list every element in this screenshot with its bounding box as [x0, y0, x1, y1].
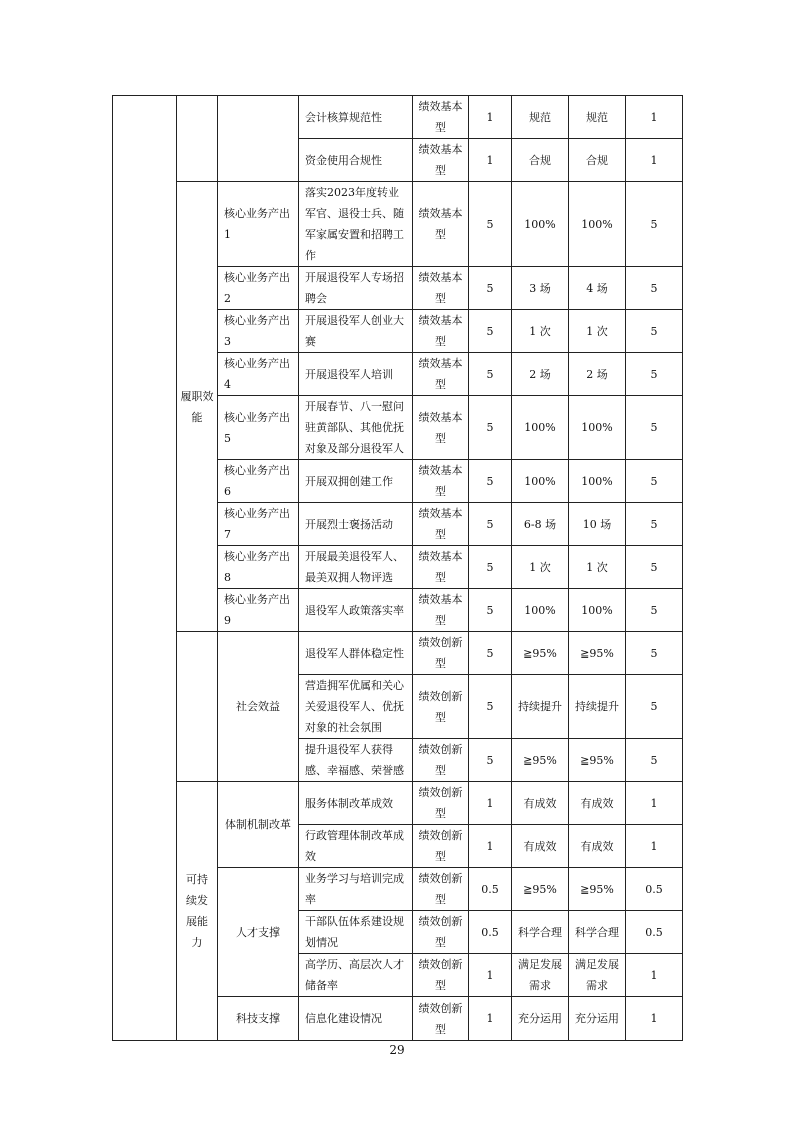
target-cell: 100%	[512, 460, 569, 503]
indicator-cell: 开展春节、八一慰问驻黄部队、其他优抚对象及部分退役军人	[299, 396, 413, 460]
level3-cell: 核心业务产出3	[218, 310, 299, 353]
score-cell: 1	[626, 96, 683, 139]
actual-cell: ≧95%	[569, 632, 626, 675]
score-cell: 5	[626, 546, 683, 589]
weight-cell: 1	[469, 96, 512, 139]
indicator-cell: 落实2023年度转业军官、退役士兵、随军家属安置和招聘工作	[299, 182, 413, 267]
table-row	[113, 182, 683, 267]
score-cell: 0.5	[626, 868, 683, 911]
target-cell: 6-8 场	[512, 503, 569, 546]
type-cell: 绩效基本型	[413, 267, 469, 310]
level3-cell-tizhi: 体制机制改革	[218, 782, 299, 868]
score-cell: 5	[626, 396, 683, 460]
score-cell: 5	[626, 267, 683, 310]
type-cell: 绩效基本型	[413, 182, 469, 267]
target-cell: 1 次	[512, 546, 569, 589]
performance-indicator-table	[112, 95, 683, 1041]
actual-cell: 规范	[569, 96, 626, 139]
level3-cell: 核心业务产出8	[218, 546, 299, 589]
score-cell: 5	[626, 310, 683, 353]
target-cell: ≧95%	[512, 632, 569, 675]
weight-cell: 5	[469, 632, 512, 675]
type-cell: 绩效创新型	[413, 825, 469, 868]
type-cell: 绩效基本型	[413, 589, 469, 632]
actual-cell: 100%	[569, 182, 626, 267]
weight-cell: 5	[469, 675, 512, 739]
indicator-cell: 营造拥军优属和关心关爱退役军人、优抚对象的社会氛围	[299, 675, 413, 739]
indicator-cell: 业务学习与培训完成率	[299, 868, 413, 911]
score-cell: 5	[626, 182, 683, 267]
target-cell: 满足发展需求	[512, 954, 569, 997]
score-cell: 5	[626, 739, 683, 782]
type-cell: 绩效创新型	[413, 632, 469, 675]
type-cell: 绩效创新型	[413, 782, 469, 825]
target-cell: 2 场	[512, 353, 569, 396]
actual-cell: 100%	[569, 589, 626, 632]
weight-cell: 5	[469, 353, 512, 396]
target-cell: 有成效	[512, 825, 569, 868]
type-cell: 绩效创新型	[413, 868, 469, 911]
target-cell: 有成效	[512, 782, 569, 825]
target-cell: 规范	[512, 96, 569, 139]
indicator-cell: 开展退役军人培训	[299, 353, 413, 396]
actual-cell: 100%	[569, 396, 626, 460]
indicator-cell: 服务体制改革成效	[299, 782, 413, 825]
target-cell: 充分运用	[512, 997, 569, 1041]
level2-cell	[177, 96, 218, 182]
target-cell: 100%	[512, 396, 569, 460]
indicator-cell: 退役军人群体稳定性	[299, 632, 413, 675]
score-cell: 1	[626, 782, 683, 825]
indicator-cell: 行政管理体制改革成效	[299, 825, 413, 868]
type-cell: 绩效基本型	[413, 96, 469, 139]
score-cell: 1	[626, 139, 683, 182]
actual-cell: 4 场	[569, 267, 626, 310]
target-cell: 合规	[512, 139, 569, 182]
weight-cell: 0.5	[469, 911, 512, 954]
score-cell: 5	[626, 632, 683, 675]
target-cell: ≧95%	[512, 868, 569, 911]
level3-cell: 核心业务产出1	[218, 182, 299, 267]
weight-cell: 5	[469, 546, 512, 589]
level3-cell-shehui: 社会效益	[218, 632, 299, 782]
indicator-cell: 提升退役军人获得感、幸福感、荣誉感	[299, 739, 413, 782]
indicator-cell: 高学历、高层次人才储备率	[299, 954, 413, 997]
indicator-cell: 信息化建设情况	[299, 997, 413, 1041]
type-cell: 绩效创新型	[413, 739, 469, 782]
table-row	[113, 96, 683, 139]
actual-cell: 科学合理	[569, 911, 626, 954]
actual-cell: 有成效	[569, 782, 626, 825]
score-cell: 1	[626, 954, 683, 997]
target-cell: 100%	[512, 182, 569, 267]
kechixu-label: 可持续发展能力	[185, 873, 208, 949]
score-cell: 5	[626, 503, 683, 546]
target-cell: 100%	[512, 589, 569, 632]
type-cell: 绩效基本型	[413, 353, 469, 396]
type-cell: 绩效基本型	[413, 503, 469, 546]
weight-cell: 5	[469, 396, 512, 460]
weight-cell: 1	[469, 954, 512, 997]
actual-cell: 2 场	[569, 353, 626, 396]
indicator-cell: 开展退役军人专场招聘会	[299, 267, 413, 310]
level3-cell: 核心业务产出9	[218, 589, 299, 632]
indicator-cell: 干部队伍体系建设规划情况	[299, 911, 413, 954]
actual-cell: 10 场	[569, 503, 626, 546]
level3-cell: 核心业务产出4	[218, 353, 299, 396]
weight-cell: 5	[469, 589, 512, 632]
weight-cell: 1	[469, 139, 512, 182]
weight-cell: 1	[469, 997, 512, 1041]
type-cell: 绩效创新型	[413, 954, 469, 997]
indicator-cell: 会计核算规范性	[299, 96, 413, 139]
type-cell: 绩效基本型	[413, 460, 469, 503]
indicator-cell: 资金使用合规性	[299, 139, 413, 182]
table-row	[113, 632, 683, 675]
level2-cell-lvzhi: 履职效能	[177, 182, 218, 632]
indicator-cell: 开展最美退役军人、最美双拥人物评选	[299, 546, 413, 589]
score-cell: 5	[626, 675, 683, 739]
type-cell: 绩效基本型	[413, 546, 469, 589]
weight-cell: 5	[469, 267, 512, 310]
indicator-cell: 开展烈士褒扬活动	[299, 503, 413, 546]
actual-cell: 100%	[569, 460, 626, 503]
type-cell: 绩效基本型	[413, 139, 469, 182]
indicator-cell: 退役军人政策落实率	[299, 589, 413, 632]
weight-cell: 5	[469, 310, 512, 353]
type-cell: 绩效基本型	[413, 396, 469, 460]
page-number: 29	[389, 1043, 405, 1057]
actual-cell: 1 次	[569, 546, 626, 589]
actual-cell: ≧95%	[569, 739, 626, 782]
score-cell: 5	[626, 353, 683, 396]
type-cell: 绩效基本型	[413, 310, 469, 353]
indicator-cell: 开展双拥创建工作	[299, 460, 413, 503]
level2-cell-kechixu	[177, 782, 218, 1041]
score-cell: 5	[626, 589, 683, 632]
actual-cell: 1 次	[569, 310, 626, 353]
weight-cell: 5	[469, 503, 512, 546]
score-cell: 1	[626, 997, 683, 1041]
score-cell: 5	[626, 460, 683, 503]
type-cell: 绩效创新型	[413, 675, 469, 739]
weight-cell: 1	[469, 825, 512, 868]
score-cell: 1	[626, 825, 683, 868]
level3-cell: 核心业务产出7	[218, 503, 299, 546]
target-cell: 3 场	[512, 267, 569, 310]
level3-cell: 核心业务产出6	[218, 460, 299, 503]
level3-cell-rencai: 人才支撑	[218, 868, 299, 997]
score-cell: 0.5	[626, 911, 683, 954]
actual-cell: 有成效	[569, 825, 626, 868]
actual-cell: 充分运用	[569, 997, 626, 1041]
actual-cell: 持续提升	[569, 675, 626, 739]
level3-cell: 核心业务产出2	[218, 267, 299, 310]
target-cell: ≧95%	[512, 739, 569, 782]
target-cell: 科学合理	[512, 911, 569, 954]
type-cell: 绩效创新型	[413, 997, 469, 1041]
weight-cell: 5	[469, 460, 512, 503]
level3-cell-keji: 科技支撑	[218, 997, 299, 1041]
indicator-cell: 开展退役军人创业大赛	[299, 310, 413, 353]
actual-cell: 合规	[569, 139, 626, 182]
weight-cell: 5	[469, 182, 512, 267]
weight-cell: 5	[469, 739, 512, 782]
level1-cell	[113, 96, 177, 1041]
target-cell: 持续提升	[512, 675, 569, 739]
actual-cell: 满足发展需求	[569, 954, 626, 997]
target-cell: 1 次	[512, 310, 569, 353]
type-cell: 绩效创新型	[413, 911, 469, 954]
level3-cell	[218, 96, 299, 182]
table-row	[113, 782, 683, 825]
level2-cell-empty	[177, 632, 218, 782]
weight-cell: 1	[469, 782, 512, 825]
weight-cell: 0.5	[469, 868, 512, 911]
actual-cell: ≧95%	[569, 868, 626, 911]
level3-cell: 核心业务产出5	[218, 396, 299, 460]
